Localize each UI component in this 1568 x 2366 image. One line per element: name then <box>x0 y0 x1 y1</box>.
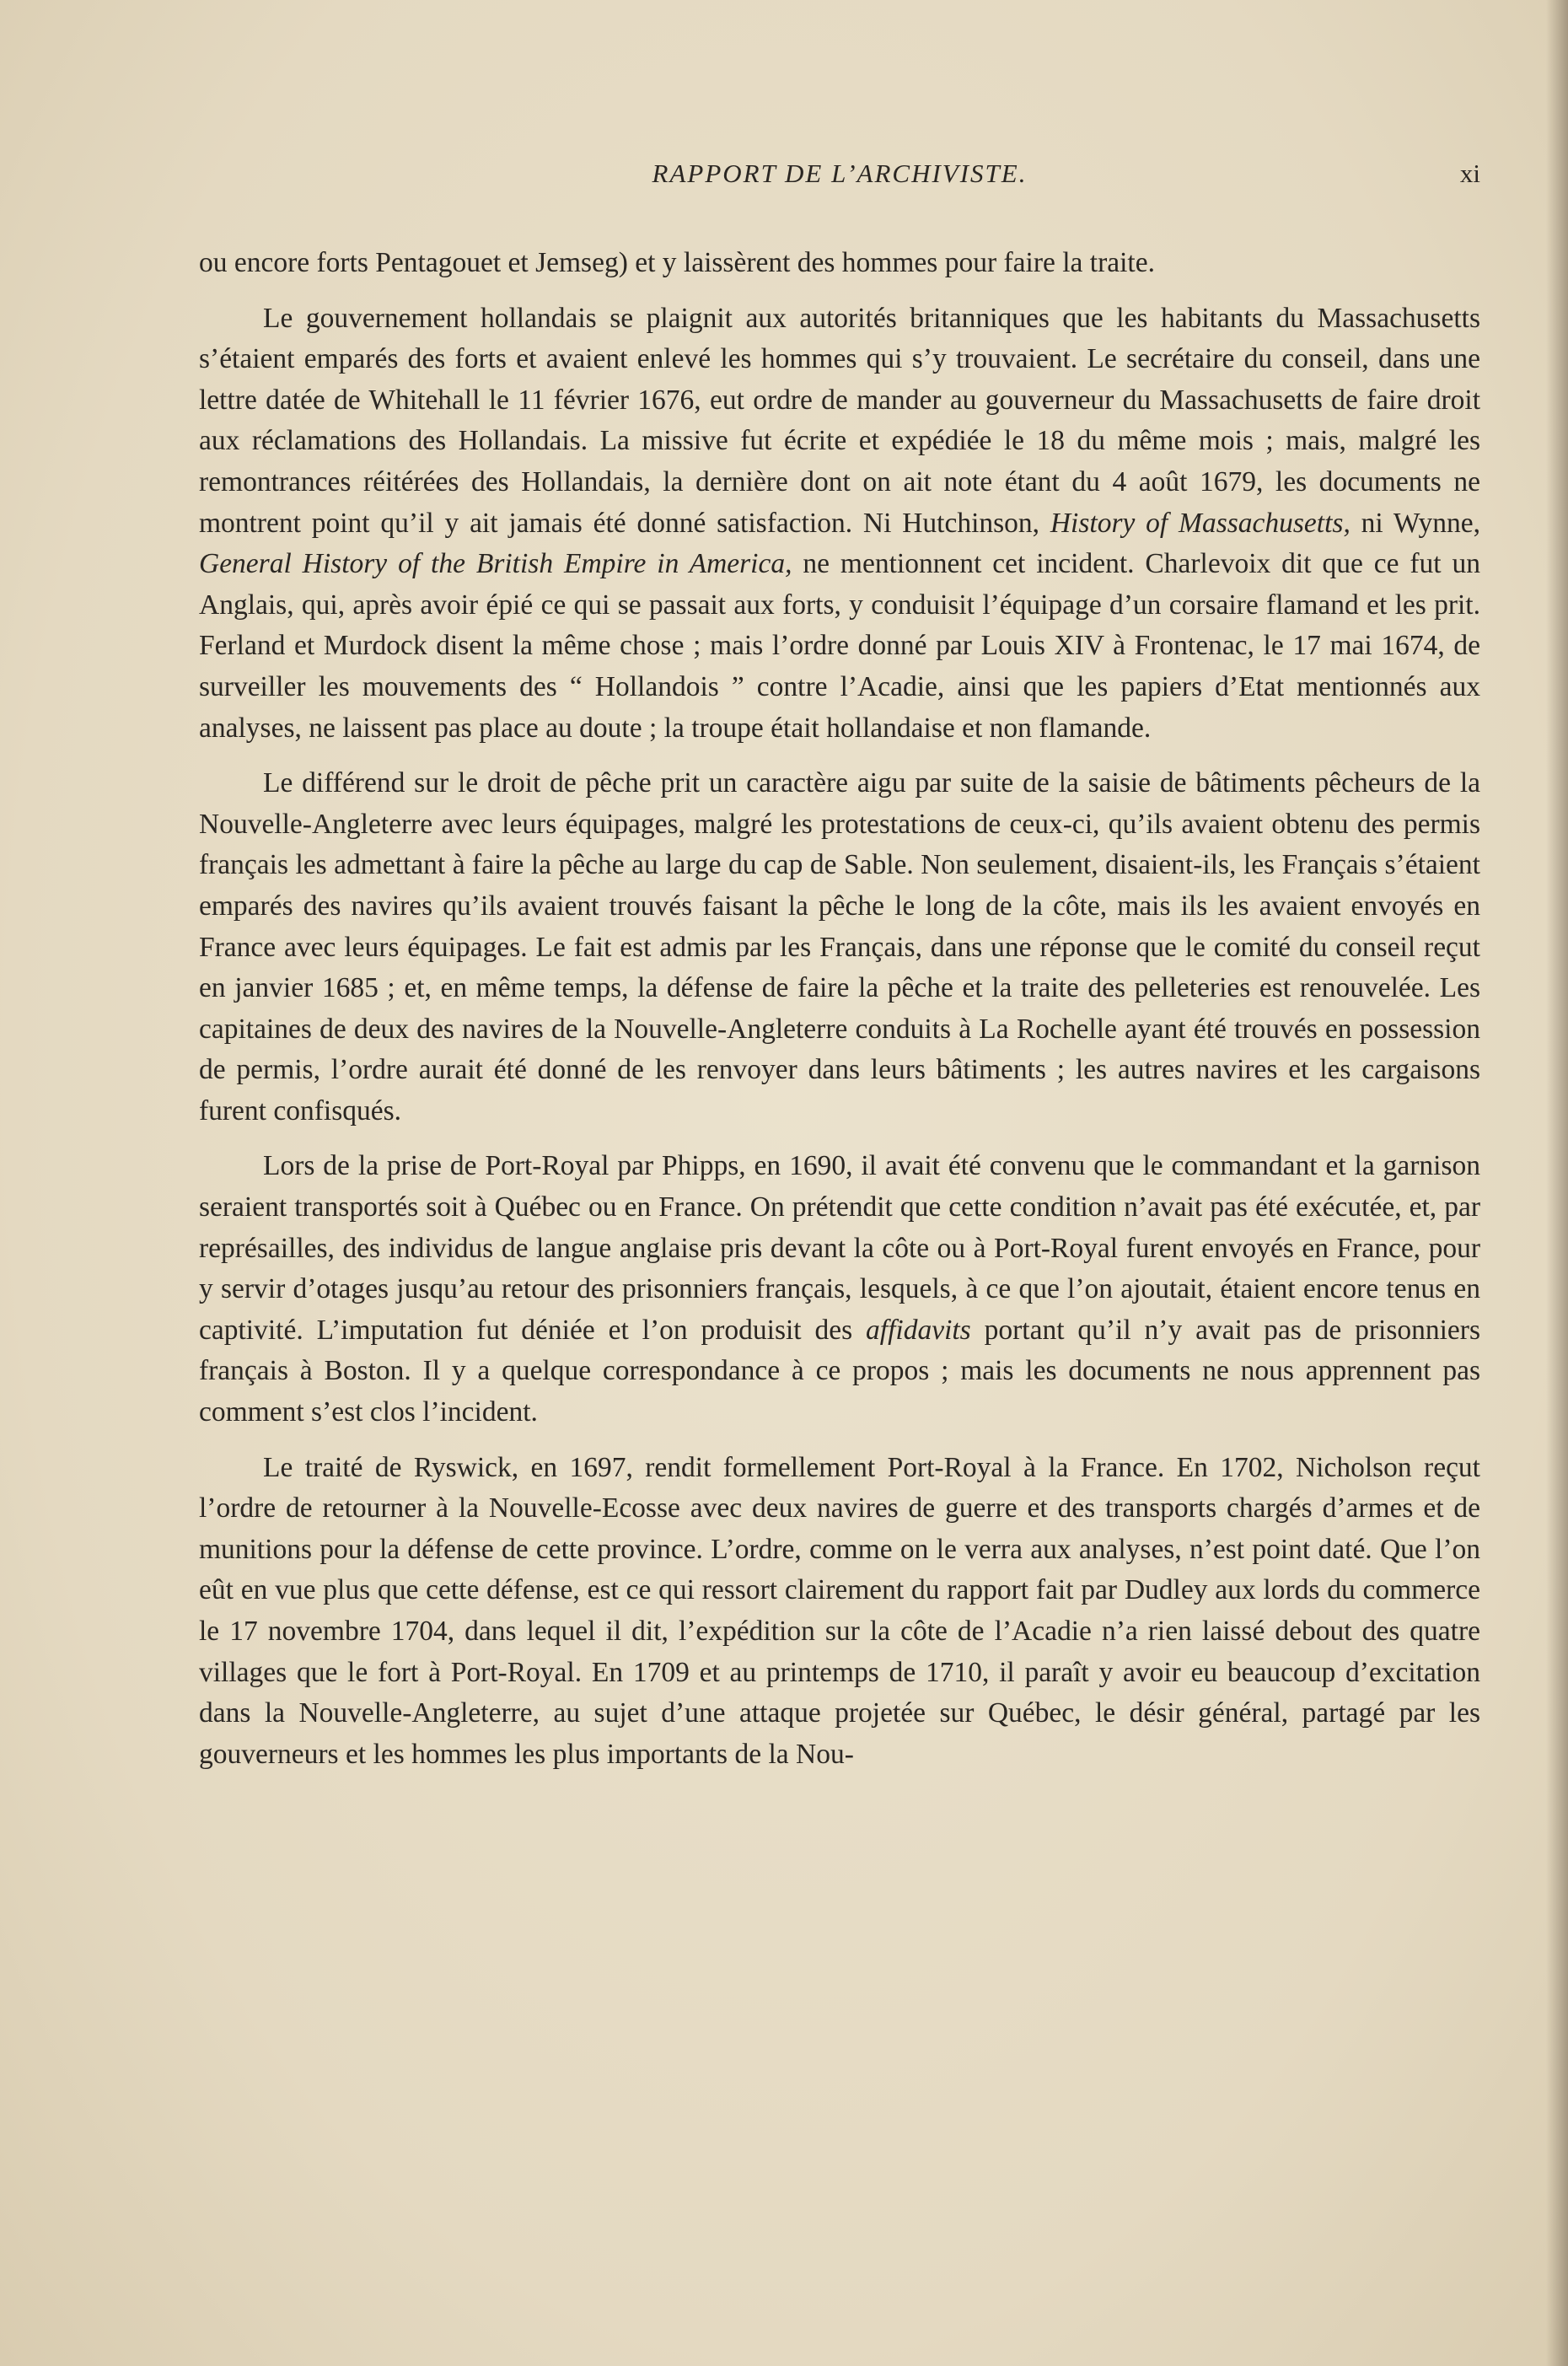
text-segment: portant qu’il n’y avait pas de prisonniers français à Boston. Il y a quelque correspondance à ce propos ; mais les documents ne nous apprennent pas comment s’est clos l’incident. <box>199 1314 1480 1428</box>
paragraph-3 <box>199 763 1480 1132</box>
text-segment: ou encore forts Pentagouet et Jemseg) et y laissèrent des hommes pour faire la traite. <box>199 247 1155 278</box>
running-head: RAPPORT DE L’ARCHIVISTE. <box>652 159 1028 188</box>
text-segment: Le traité de Ryswick, en 1697, rendit formellement Port-Royal à la France. En 1702, Nicholson reçut l’ordre de retourner à la Nouvelle-Ecosse avec deux navires de guerre et des transports chargés d’armes et de munitions pour la défense de cette province. L’ordre, comme on le verra aux analyses, n’est point daté. Que l’on eût en vue plus que cette défense, est ce qui ressort clairement du rapport fait par Dudley aux lords du commerce le 17 novembre 1704, dans lequel il dit, l’expédition sur la côte de l’Acadie n’a rien laissé debout des quatre villages que le fort à Port-Royal. En 1709 et au printemps de 1710, il paraît y avoir eu beaucoup d’excitation dans la Nouvelle-Angleterre, au sujet d’une attaque projetée sur Québec, le désir général, partagé par les gouverneurs et les hommes les plus importants de la Nou- <box>199 1451 1480 1770</box>
italic-affidavits: affidavits <box>866 1314 971 1346</box>
paragraph-2 <box>199 298 1480 750</box>
text-segment: Le différend sur le droit de pêche prit un caractère aigu par suite de la saisie de bâtiments pêcheurs de la Nouvelle-Angleterre avec leurs équipages, malgré les protestations de ceux-ci, qu’ils avaient obtenu des permis français les admettant à faire la pêche au large du cap de Sable. Non seulement, disaient-ils, les Français s’étaient emparés des navires qu’ils avaient trouvés faisant la pêche le long de la côte, mais ils les avaient envoyés en France avec leurs équipages. Le fait est admis par les Français, dans une réponse que le comité du conseil reçut en janvier 1685 ; et, en même temps, la défense de faire la pêche et la traite des pelleteries est renouvelée. Les capitaines de deux des navires de la Nouvelle-Angleterre conduits à La Rochelle ayant été trouvés en possession de permis, l’ordre aurait été donné de les renvoyer dans leurs bâtiments ; les autres navires et les cargaisons furent confisqués. <box>199 767 1480 1127</box>
citation-hutchinson: History of Massachusetts, <box>1050 507 1351 539</box>
text-segment: ne mentionnent cet incident. Charlevoix dit que ce fut un Anglais, qui, après avoir épié ce qui se passait aux forts, y conduisit l’équipage d’un corsaire flamand et les prit. Ferland et Murdock disent la même chose ; mais l’ordre donné par Louis XIV à Frontenac, le 17 mai 1674, de surveiller les mouvements des “ Hollandois ” contre l’Acadie, ainsi que les papiers d’Etat mentionnés aux analyses, ne laissent pas place au doute ; la troupe était hollandaise et non flamande. <box>199 548 1480 744</box>
text-segment: Le gouvernement hollandais se plaignit aux autorités britanniques que les habitants du Massachusetts s’étaient emparés des forts et avaient enlevé les hommes qui s’y trouvaient. Le secrétaire du conseil, dans une lettre datée de Whitehall le 11 février 1676, eut ordre de mander au gouverneur du Massachusetts de faire droit aux réclamations des Hollandais. La missive fut écrite et expédiée le 18 du même mois ; mais, malgré les remontrances réitérées des Hollandais, la dernière dont on ait note étant du 4 août 1679, les documents ne montrent point qu’il y ait jamais été donné satisfaction. Ni Hutchinson, <box>199 302 1480 539</box>
page-number: xi <box>1459 159 1480 188</box>
text-segment: Lors de la prise de Port-Royal par Phipps, en 1690, il avait été convenu que le commandant et la garnison seraient transportés soit à Québec ou en France. On prétendit que cette condition n’avait pas été exécutée, et, par représailles, des individus de langue anglaise pris devant la côte ou à Port-Royal furent envoyés en France, pour y servir d’otages jusqu’au retour des prisonniers français, lesquels, à ce que l’on ajoutait, étaient encore tenus en captivité. L’imputation fut déniée et l’on produisit des <box>199 1150 1480 1346</box>
paragraph-4 <box>199 1146 1480 1433</box>
text-segment: ni Wynne, <box>1350 507 1480 539</box>
citation-wynne: General History of the British Empire in America, <box>199 548 792 580</box>
paragraph-1 <box>199 243 1480 284</box>
body-text <box>199 243 1480 1775</box>
page-edge-shadow <box>1546 0 1568 2366</box>
page-header <box>199 159 1480 209</box>
paragraph-5 <box>199 1448 1480 1776</box>
